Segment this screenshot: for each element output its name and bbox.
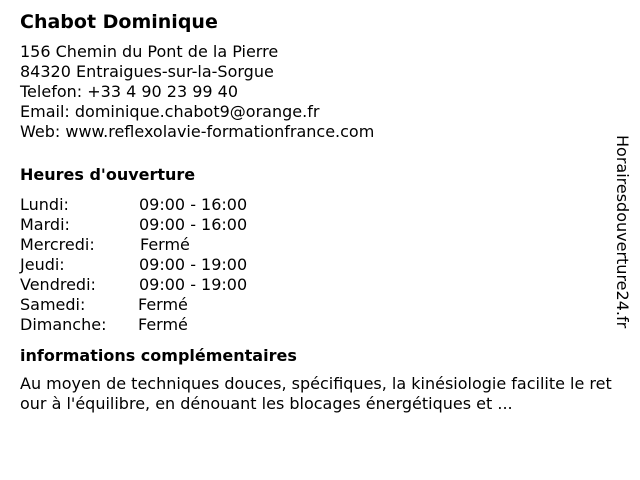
address-line-1: 156 Chemin du Pont de la Pierre	[20, 42, 279, 61]
opening-hours-heading: Heures d'ouverture	[20, 165, 196, 184]
hours-row-wednesday	[20, 235, 610, 255]
business-name: Chabot Dominique	[20, 11, 218, 33]
day-label: Lundi:	[20, 195, 69, 214]
day-hours: Fermé	[140, 235, 190, 254]
hours-row-sunday	[20, 315, 610, 335]
day-label: Mercredi:	[20, 235, 95, 254]
site-brand-text: Horairesdouverture24.fr	[613, 135, 632, 329]
day-hours: Fermé	[138, 315, 188, 334]
site-brand-watermark	[612, 135, 632, 345]
email-line: Email: dominique.chabot9@orange.fr	[20, 102, 320, 121]
hours-row-friday	[20, 275, 610, 295]
hours-row-monday	[20, 195, 610, 215]
phone-line: Telefon: +33 4 90 23 99 40	[20, 82, 239, 101]
day-hours: Fermé	[138, 295, 188, 314]
day-hours: 09:00 - 19:00	[139, 275, 248, 294]
business-card	[20, 10, 610, 414]
hours-row-thursday	[20, 255, 610, 275]
address-line-2: 84320 Entraigues-sur-la-Sorgue	[20, 62, 274, 81]
hours-row-saturday	[20, 295, 610, 315]
additional-info-heading: informations complémentaires	[20, 346, 297, 365]
day-label: Mardi:	[20, 215, 70, 234]
day-label: Jeudi:	[20, 255, 65, 274]
web-line: Web: www.reflexolavie-formationfrance.com	[20, 122, 375, 141]
day-hours: 09:00 - 16:00	[139, 215, 248, 234]
day-label: Samedi:	[20, 295, 86, 314]
day-hours: 09:00 - 16:00	[139, 195, 248, 214]
day-label: Vendredi:	[20, 275, 96, 294]
contact-block	[20, 42, 610, 142]
day-label: Dimanche:	[20, 315, 107, 334]
additional-info-text: Au moyen de techniques douces, spécifiques, la kinésiologie facilite le retour à l'équilibre, en dénouant les blocages énergétiques et ...	[20, 374, 612, 413]
day-hours: 09:00 - 19:00	[139, 255, 248, 274]
hours-row-tuesday	[20, 215, 610, 235]
opening-hours-table	[20, 195, 610, 335]
